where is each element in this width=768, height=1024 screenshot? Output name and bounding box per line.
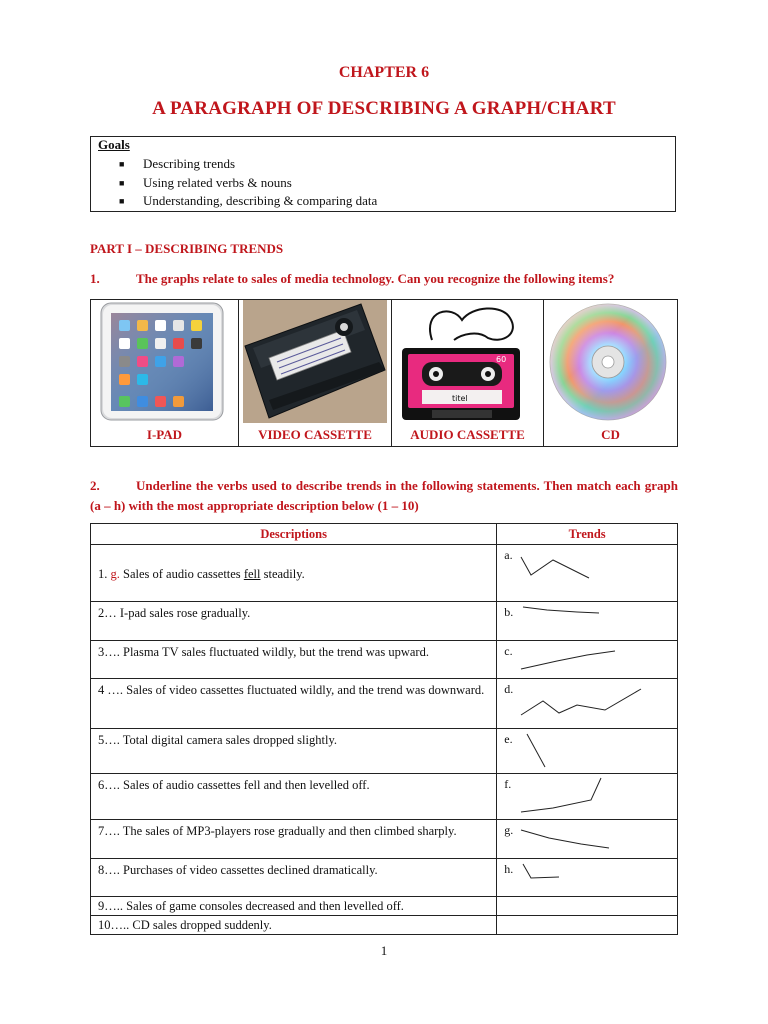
underlined-verb: fell <box>243 567 261 581</box>
trend-letter: d. <box>504 682 514 696</box>
trend-cell <box>497 729 678 774</box>
description-cell: 7…. The sales of MP3-players rose gradually and then climbed sharply. <box>91 820 497 859</box>
goals-box <box>90 136 676 212</box>
page-title: A PARAGRAPH OF DESCRIBING A GRAPH/CHART <box>152 98 616 119</box>
trend-graph-c <box>497 641 677 678</box>
table-row <box>91 729 678 774</box>
table-row <box>91 774 678 820</box>
question-text: The graphs relate to sales of media technology. Can you recognize the following items? <box>136 271 615 286</box>
goal-text: Understanding, describing & comparing data <box>143 193 378 208</box>
table-row <box>91 679 678 729</box>
part-heading: PART I – DESCRIBING TRENDS <box>90 241 284 256</box>
media-label: AUDIO CASSETTE <box>410 427 525 442</box>
media-label: CD <box>601 427 620 442</box>
goal-item <box>119 193 377 209</box>
trend-cell <box>497 859 678 897</box>
trend-cell <box>497 679 678 729</box>
table-row <box>91 545 678 602</box>
table-row <box>91 602 678 641</box>
trend-graph-f <box>497 774 677 819</box>
media-cell <box>239 300 392 446</box>
trend-cell <box>497 641 678 679</box>
table-row <box>91 859 678 897</box>
description-cell: 9….. Sales of game consoles decreased and then levelled off. <box>91 897 497 916</box>
trend-cell <box>497 897 678 916</box>
trend-letter: b. <box>504 605 514 619</box>
trend-letter: a. <box>504 548 513 562</box>
svg-text:60: 60 <box>496 355 507 364</box>
media-label: VIDEO CASSETTE <box>258 427 372 442</box>
video-cassette-image <box>239 300 392 425</box>
question-number: 1. <box>90 271 100 286</box>
media-cell <box>91 300 239 446</box>
description-text: Sales of audio cassettes <box>119 567 244 581</box>
goal-text: Describing trends <box>143 156 236 171</box>
description-cell: 4 …. Sales of video cassettes fluctuated wildly, and the trend was downward. <box>91 679 497 729</box>
trend-graph-e <box>497 729 677 773</box>
description-cell: 8…. Purchases of video cassettes declined dramatically. <box>91 859 497 897</box>
table-row <box>91 641 678 679</box>
description-cell <box>91 545 497 602</box>
question-number: 2. <box>90 478 100 493</box>
goals-heading: Goals <box>98 137 130 152</box>
bullet-icon: ■ <box>119 159 125 169</box>
item-number: 1. <box>98 567 111 581</box>
goal-item <box>119 175 292 191</box>
media-cell <box>392 300 544 446</box>
trend-cell <box>497 820 678 859</box>
trend-graph-a <box>497 545 677 601</box>
cd-image <box>544 300 677 425</box>
description-text: steadily. <box>260 567 305 581</box>
trend-letter: e. <box>504 732 513 746</box>
media-label: I-PAD <box>146 427 183 442</box>
matching-table <box>90 523 678 935</box>
description-cell: 2… I-pad sales rose gradually. <box>91 602 497 641</box>
descriptions-header: Descriptions <box>91 524 497 545</box>
table-header-row <box>91 524 678 545</box>
trend-graph-g <box>497 820 677 858</box>
chapter-heading: CHAPTER 6 <box>338 64 430 81</box>
trends-header: Trends <box>497 524 678 545</box>
bullet-icon: ■ <box>119 178 125 188</box>
svg-text:titel: titel <box>452 394 468 403</box>
question-2 <box>90 476 678 516</box>
media-table <box>90 299 678 447</box>
table-row <box>91 820 678 859</box>
trend-graph-d <box>497 679 677 728</box>
trend-cell <box>497 916 678 935</box>
trend-letter: h. <box>504 862 514 876</box>
table-row <box>91 916 678 935</box>
question-text: Underline the verbs used to describe trends in the following statements. Then match each graph (a – h) with the most appropriate description below (1 – 10) <box>90 478 678 513</box>
trend-cell <box>497 545 678 602</box>
goal-text: Using related verbs & nouns <box>143 175 292 190</box>
ipad-image <box>91 300 239 425</box>
page-number: 1 <box>380 943 388 958</box>
audio-cassette-image <box>392 300 544 425</box>
bullet-icon: ■ <box>119 196 125 206</box>
trend-cell <box>497 774 678 820</box>
trend-graph-h <box>497 859 677 896</box>
trend-letter: f. <box>504 777 512 791</box>
description-cell: 3…. Plasma TV sales fluctuated wildly, but the trend was upward. <box>91 641 497 679</box>
description-cell: 10….. CD sales dropped suddenly. <box>91 916 497 935</box>
trend-letter: c. <box>504 644 513 658</box>
table-row <box>91 897 678 916</box>
description-cell: 5…. Total digital camera sales dropped slightly. <box>91 729 497 774</box>
trend-cell <box>497 602 678 641</box>
description-cell: 6…. Sales of audio cassettes fell and then levelled off. <box>91 774 497 820</box>
trend-letter: g. <box>504 823 514 837</box>
goal-item <box>119 156 235 172</box>
answer-letter: g. <box>110 567 120 581</box>
trend-graph-b <box>497 602 677 640</box>
media-cell <box>544 300 677 446</box>
